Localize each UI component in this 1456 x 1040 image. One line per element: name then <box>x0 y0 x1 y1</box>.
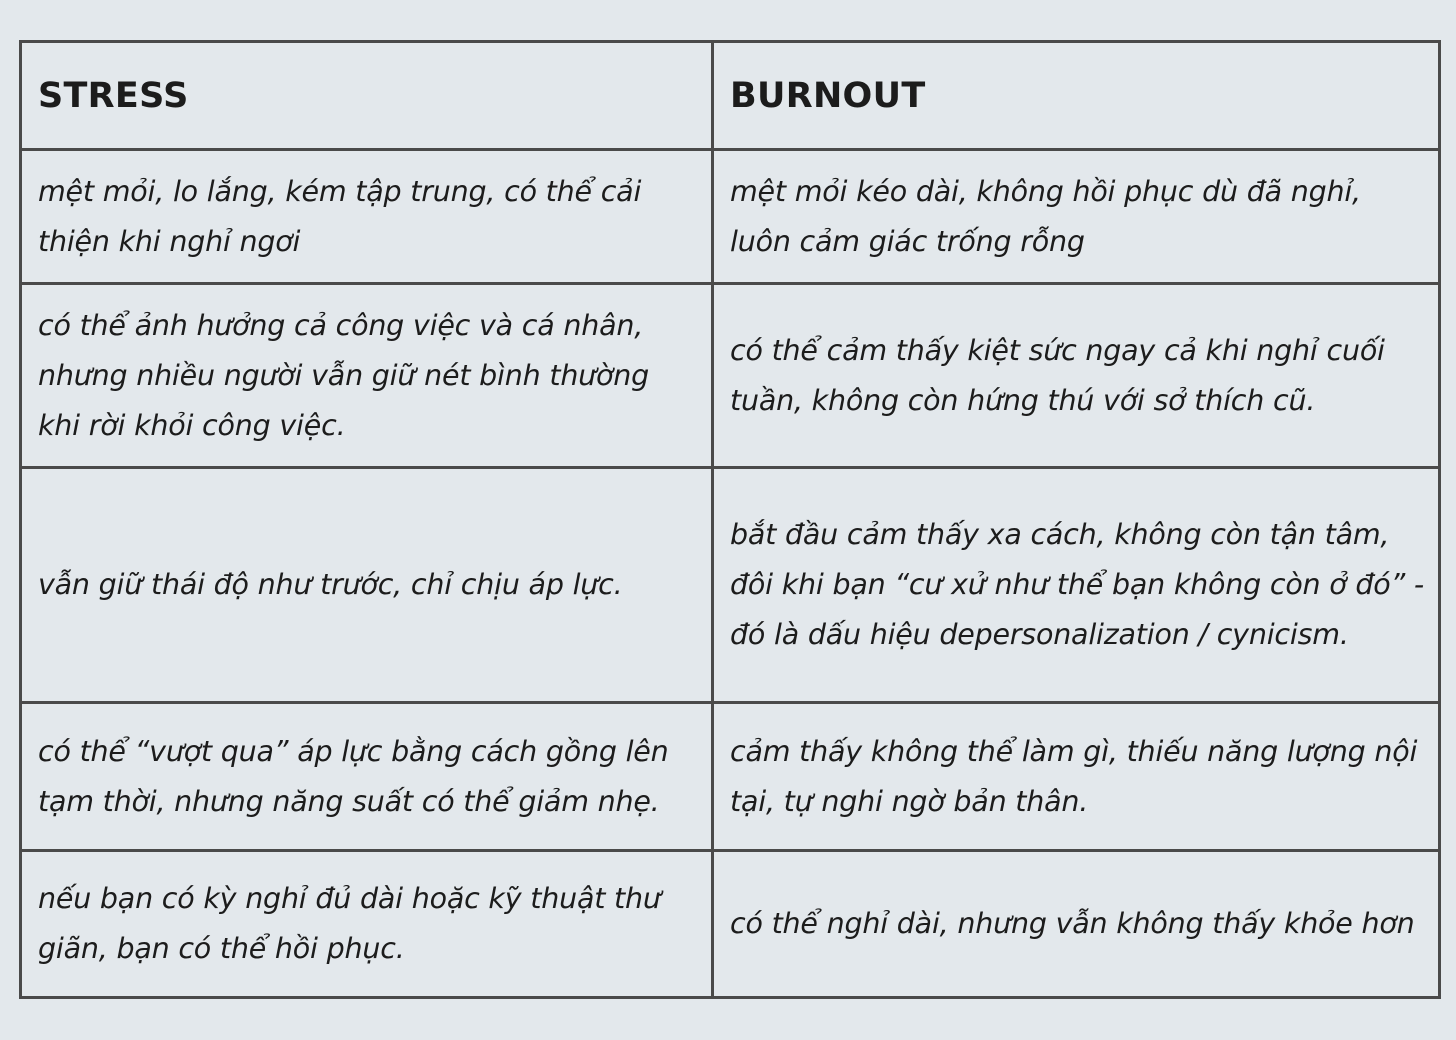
stress-cell: mệt mỏi, lo lắng, kém tập trung, có thể cải thiện khi nghỉ ngơi <box>21 150 713 284</box>
stress-cell: nếu bạn có kỳ nghỉ đủ dài hoặc kỹ thuật thư giãn, bạn có thể hồi phục. <box>21 851 713 998</box>
table-row <box>21 468 1440 703</box>
table-row <box>21 851 1440 998</box>
table-row <box>21 150 1440 284</box>
header-burnout: BURNOUT <box>713 42 1440 150</box>
burnout-cell: có thể nghỉ dài, nhưng vẫn không thấy khỏe hơn <box>713 851 1440 998</box>
header-stress: STRESS <box>21 42 713 150</box>
stress-cell: vẫn giữ thái độ như trước, chỉ chịu áp lực. <box>21 468 713 703</box>
table-row <box>21 284 1440 468</box>
burnout-cell: bắt đầu cảm thấy xa cách, không còn tận tâm, đôi khi bạn “cư xử như thể bạn không còn ở đó” - đó là dấu hiệu depersonalization / cynicism. <box>713 468 1440 703</box>
header-row <box>21 42 1440 150</box>
burnout-cell: mệt mỏi kéo dài, không hồi phục dù đã nghỉ, luôn cảm giác trống rỗng <box>713 150 1440 284</box>
stress-cell: có thể ảnh hưởng cả công việc và cá nhân, nhưng nhiều người vẫn giữ nét bình thường khi rời khỏi công việc. <box>21 284 713 468</box>
table-row <box>21 703 1440 851</box>
comparison-table <box>19 40 1441 999</box>
burnout-cell: có thể cảm thấy kiệt sức ngay cả khi nghỉ cuối tuần, không còn hứng thú với sở thích cũ. <box>713 284 1440 468</box>
stress-cell: có thể “vượt qua” áp lực bằng cách gồng lên tạm thời, nhưng năng suất có thể giảm nhẹ. <box>21 703 713 851</box>
burnout-cell: cảm thấy không thể làm gì, thiếu năng lượng nội tại, tự nghi ngờ bản thân. <box>713 703 1440 851</box>
